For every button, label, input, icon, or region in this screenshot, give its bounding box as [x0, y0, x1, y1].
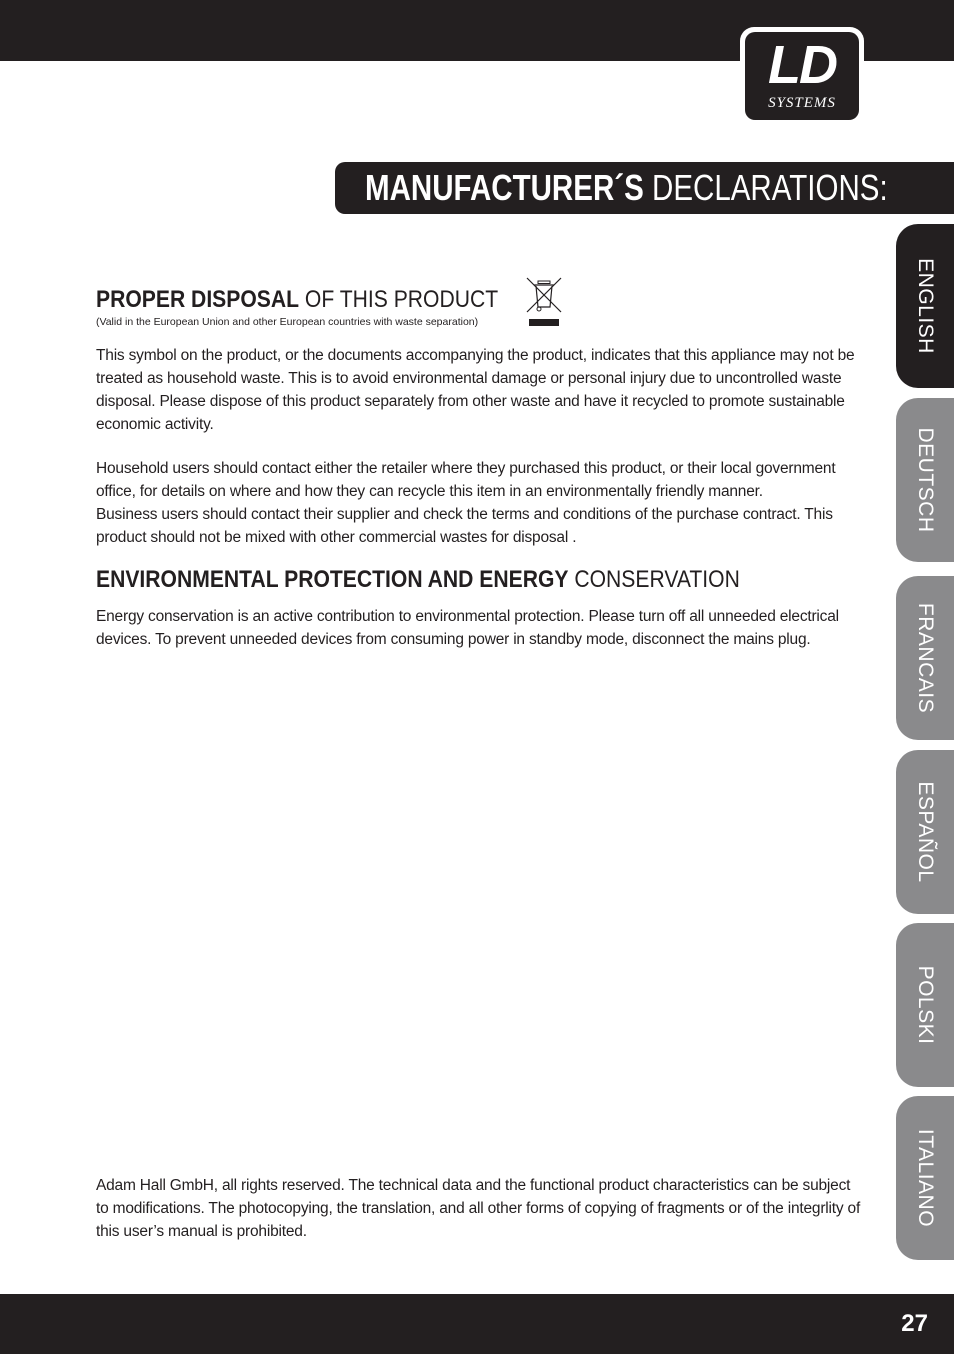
environment-heading-regular: CONSERVATION	[574, 566, 740, 593]
tab-italiano[interactable]	[896, 1096, 954, 1260]
page-number: 27	[901, 1310, 928, 1337]
environment-paragraph: Energy conservation is an active contribution to environmental protection. Please turn off all unneeded electrical devices. To prevent unneeded devices from consuming power in standby mode, disconnect the mains plug.	[96, 608, 839, 648]
tab-label: DEUTSCH	[914, 427, 937, 533]
tab-deutsch[interactable]	[896, 398, 954, 562]
tab-label: ENGLISH	[914, 258, 937, 354]
disposal-heading-regular: OF THIS PRODUCT	[304, 286, 499, 313]
tab-polski[interactable]	[896, 923, 954, 1087]
tab-espanol[interactable]	[896, 750, 954, 914]
environment-heading-bold: ENVIRONMENTAL PROTECTION AND ENERGY	[96, 566, 569, 593]
ld-systems-logo	[740, 27, 864, 125]
logo-badge	[745, 32, 859, 120]
disposal-heading	[96, 286, 498, 314]
logo-mark: LD	[768, 35, 836, 95]
tab-english[interactable]	[896, 224, 954, 388]
page-title-regular: DECLARATIONS:	[652, 167, 888, 208]
bottom-bar	[0, 1294, 954, 1354]
page-title	[365, 168, 888, 208]
environment-heading	[96, 566, 740, 594]
disposal-note: (Valid in the European Union and other European countries with waste separation)	[96, 316, 479, 328]
logo-subtitle: SYSTEMS	[768, 95, 836, 111]
disposal-paragraph-1: This symbol on the product, or the documents accompanying the product, indicates that this appliance may not be treated as household waste. This is to avoid environmental damage or personal injury due to uncontrolled waste disposal. Please dispose of this product separately from other waste and have it recycled to promote sustainable economic activity.	[96, 347, 855, 433]
tab-label: ESPAÑOL	[914, 781, 937, 883]
disposal-heading-bold: PROPER DISPOSAL	[96, 286, 300, 313]
tab-label: ITALIANO	[914, 1128, 937, 1228]
page-title-bold: MANUFACTURER´S	[365, 167, 644, 208]
copyright-notice: Adam Hall GmbH, all rights reserved. The technical data and the functional product characteristics can be subject to modifications. The photocopying, the translation, and all other forms of copying of fragments or of the integrlity of this user’s manual is prohibited.	[96, 1177, 861, 1240]
crossed-out-wheelie-bin-icon	[525, 276, 563, 328]
tab-francais[interactable]	[896, 576, 954, 740]
page-title-bar	[335, 162, 954, 214]
tab-label: POLSKI	[914, 965, 937, 1045]
disposal-paragraph-3: Business users should contact their supplier and check the terms and conditions of the purchase contract. This product should not be mixed with other commercial wastes for disposal .	[96, 506, 833, 546]
disposal-paragraph-2: Household users should contact either the retailer where they purchased this product, or their local government office, for details on where and how they can recycle this item in an environmentally friendly manner.	[96, 460, 836, 500]
tab-label: FRANCAIS	[914, 602, 937, 714]
